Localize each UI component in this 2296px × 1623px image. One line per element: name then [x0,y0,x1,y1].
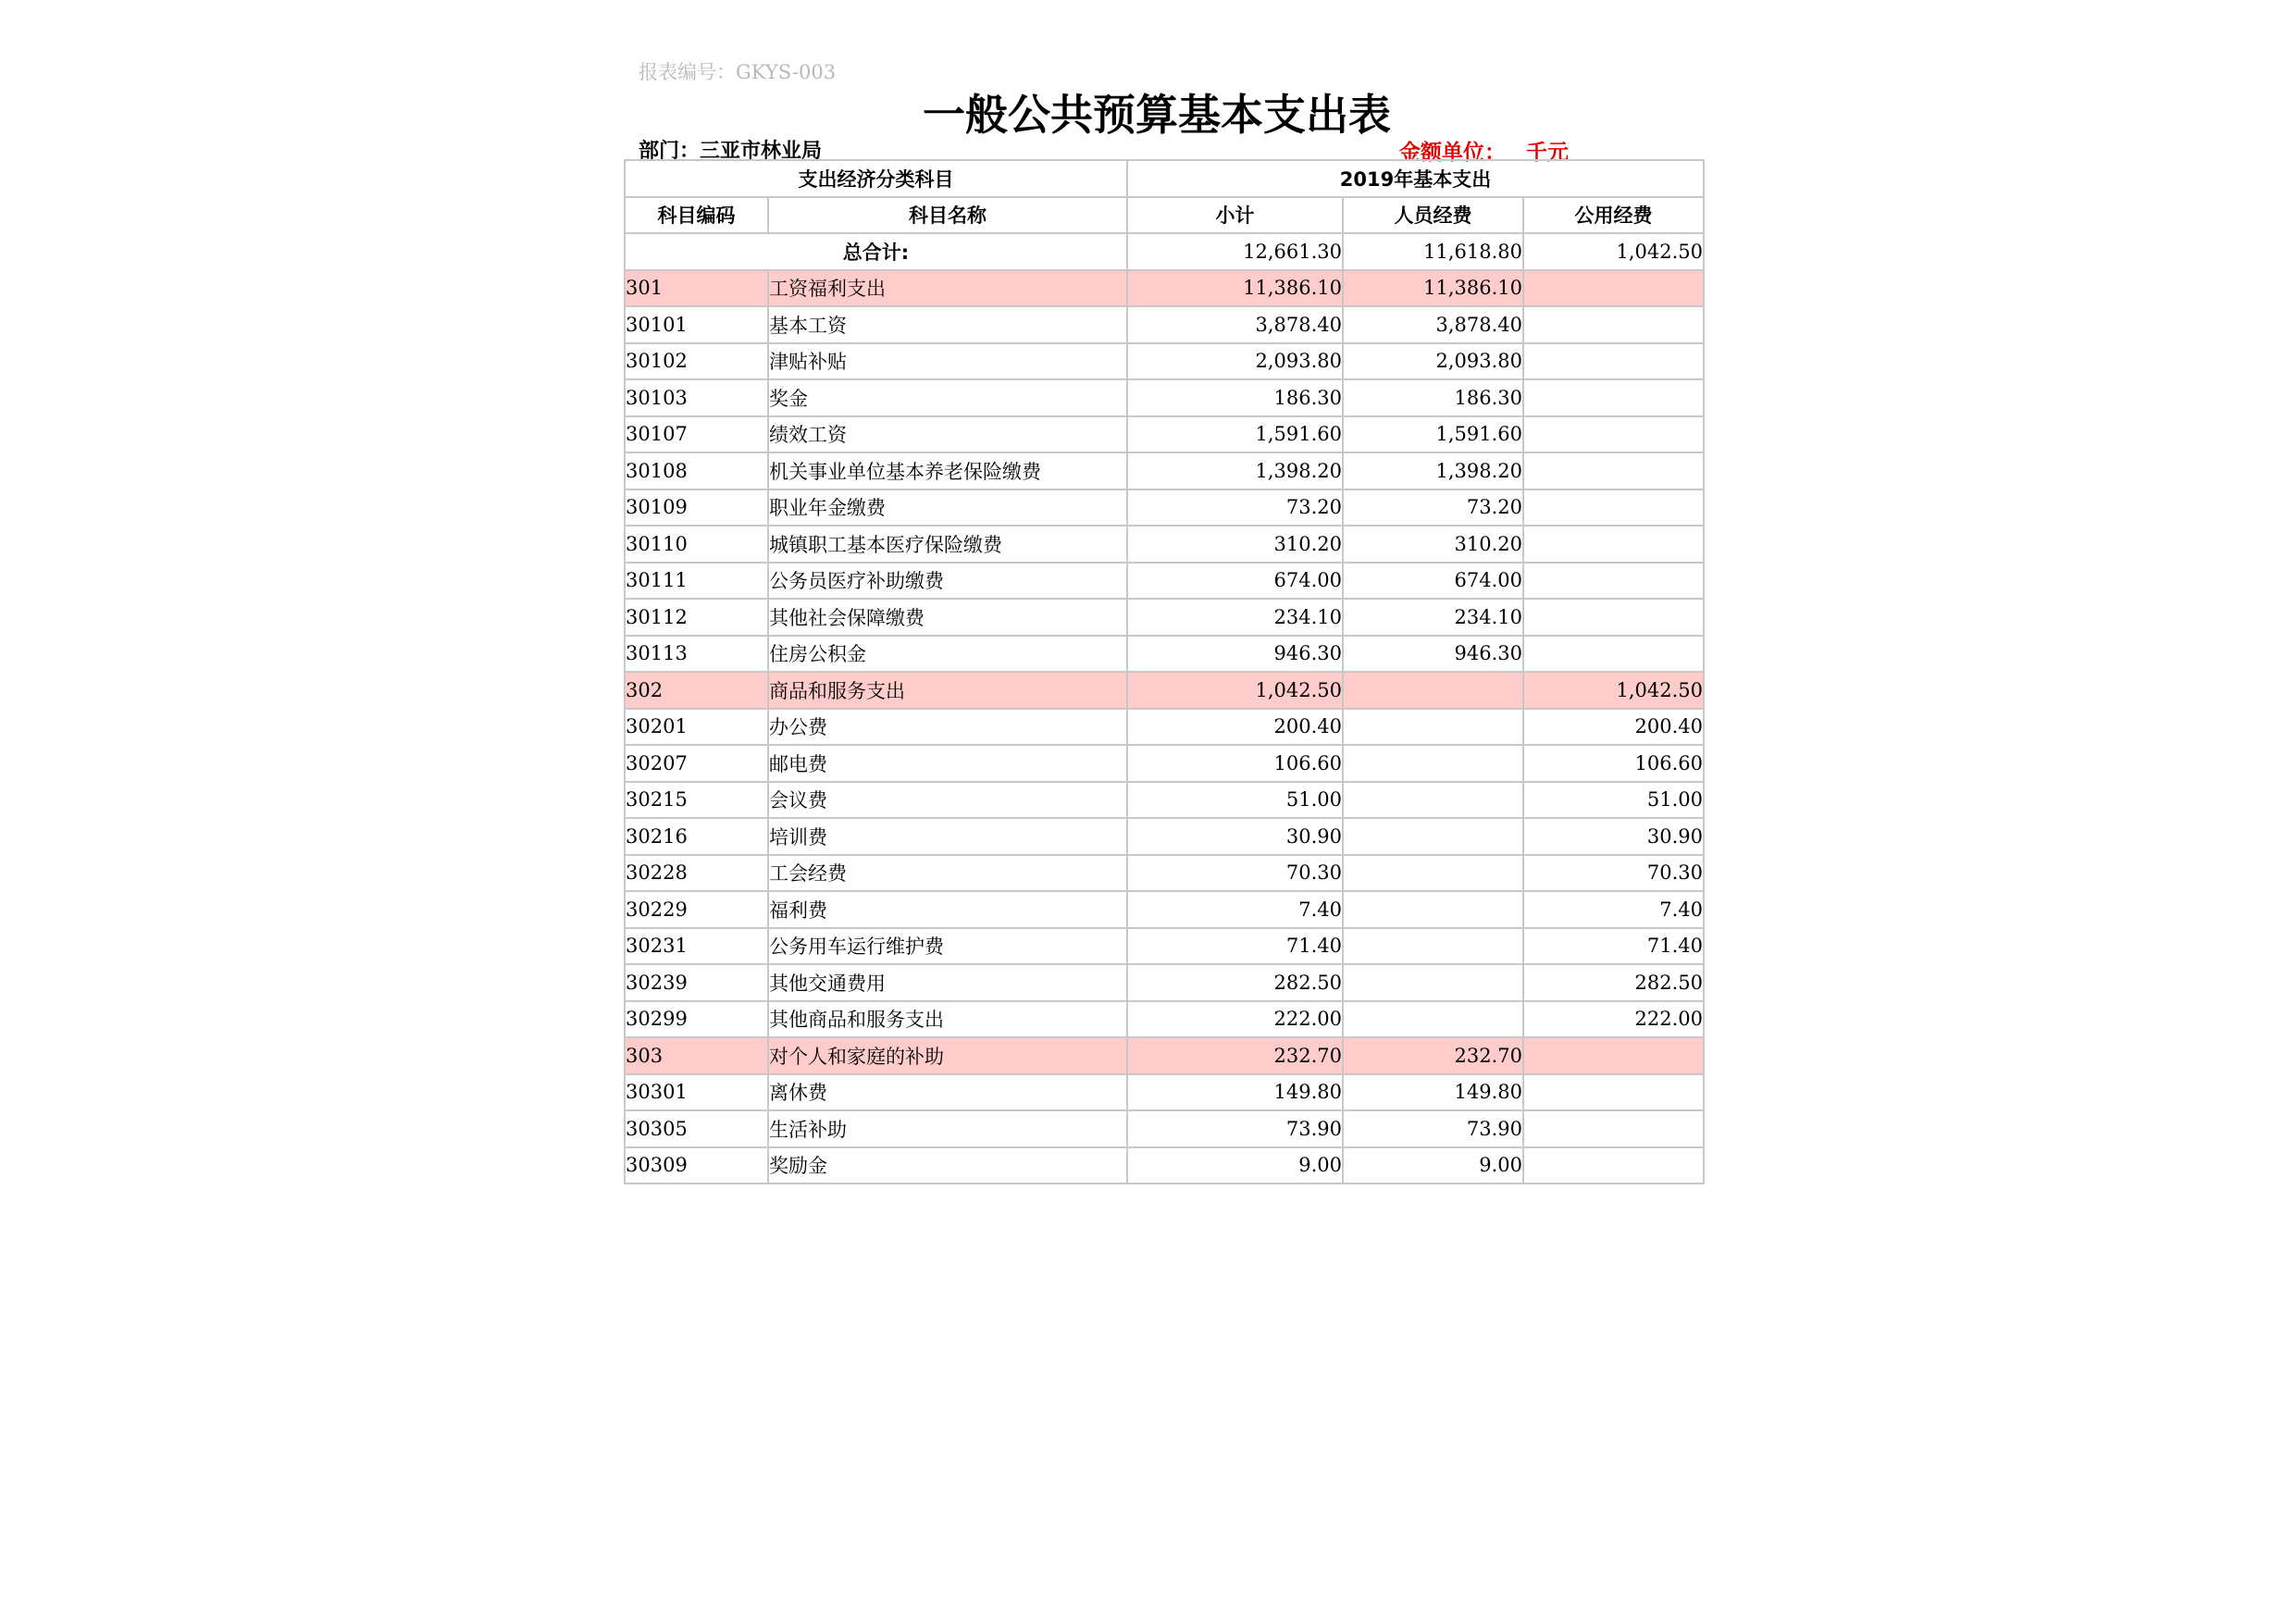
row-code: 30229 [625,891,768,928]
header-subtotal: 小计 [1127,197,1343,234]
row-personnel: 73.90 [1343,1110,1523,1147]
row-code: 30201 [625,709,768,746]
row-subtotal: 71.40 [1127,928,1343,965]
row-name: 离休费 [768,1074,1127,1111]
budget-table [624,159,1705,1184]
row-personnel: 73.20 [1343,489,1523,527]
row-subtotal: 9.00 [1127,1147,1343,1184]
row-personnel [1343,964,1523,1001]
table-row [625,306,1704,343]
row-personnel [1343,928,1523,965]
row-subtotal: 946.30 [1127,636,1343,673]
table-row [625,1001,1704,1038]
row-personnel [1343,745,1523,782]
row-name: 公务员医疗补助缴费 [768,563,1127,600]
row-name: 基本工资 [768,306,1127,343]
header-group-row [625,160,1704,197]
row-public: 1,042.50 [1523,672,1704,709]
row-name: 其他社会保障缴费 [768,599,1127,636]
row-public [1523,416,1704,453]
row-subtotal: 73.20 [1127,489,1343,527]
row-code: 30112 [625,599,768,636]
row-code: 30231 [625,928,768,965]
row-subtotal: 11,386.10 [1127,270,1343,307]
row-public [1523,1147,1704,1184]
row-code: 303 [625,1037,768,1074]
row-code: 30101 [625,306,768,343]
row-name: 工会经费 [768,855,1127,892]
row-personnel: 149.80 [1343,1074,1523,1111]
row-name: 城镇职工基本医疗保险缴费 [768,526,1127,563]
row-public: 106.60 [1523,745,1704,782]
row-subtotal: 310.20 [1127,526,1343,563]
row-personnel: 234.10 [1343,599,1523,636]
row-name: 对个人和家庭的补助 [768,1037,1127,1074]
row-subtotal: 73.90 [1127,1110,1343,1147]
row-public: 30.90 [1523,818,1704,855]
row-name: 机关事业单位基本养老保险缴费 [768,452,1127,489]
row-code: 30111 [625,563,768,600]
row-personnel [1343,672,1523,709]
row-code: 30228 [625,855,768,892]
row-public [1523,599,1704,636]
row-name: 办公费 [768,709,1127,746]
row-subtotal: 70.30 [1127,855,1343,892]
row-subtotal: 106.60 [1127,745,1343,782]
header-basic-expenditure-2019: 2019年基本支出 [1127,160,1704,197]
table-row [625,964,1704,1001]
row-name: 商品和服务支出 [768,672,1127,709]
row-name: 职业年金缴费 [768,489,1127,527]
row-code: 30299 [625,1001,768,1038]
row-subtotal: 7.40 [1127,891,1343,928]
total-public: 1,042.50 [1523,233,1704,270]
row-public [1523,270,1704,307]
row-personnel: 946.30 [1343,636,1523,673]
row-public [1523,1110,1704,1147]
row-public [1523,563,1704,600]
row-code: 30108 [625,452,768,489]
table-row [625,782,1704,819]
row-public: 70.30 [1523,855,1704,892]
row-personnel [1343,709,1523,746]
row-code: 30102 [625,343,768,380]
row-subtotal: 30.90 [1127,818,1343,855]
header-personnel: 人员经费 [1343,197,1523,234]
row-name: 福利费 [768,891,1127,928]
table-row [625,745,1704,782]
table-row [625,452,1704,489]
table-row [625,1147,1704,1184]
row-public: 51.00 [1523,782,1704,819]
category-row [625,672,1704,709]
row-public [1523,306,1704,343]
header-column-row [625,197,1704,234]
row-name: 其他商品和服务支出 [768,1001,1127,1038]
total-label: 总合计: [625,233,1127,270]
row-code: 30103 [625,379,768,416]
header-economic-classification: 支出经济分类科目 [625,160,1127,197]
row-name: 住房公积金 [768,636,1127,673]
row-public: 7.40 [1523,891,1704,928]
row-code: 30215 [625,782,768,819]
row-public [1523,1074,1704,1111]
row-name: 公务用车运行维护费 [768,928,1127,965]
row-code: 30110 [625,526,768,563]
row-personnel: 232.70 [1343,1037,1523,1074]
row-code: 30216 [625,818,768,855]
row-subtotal: 3,878.40 [1127,306,1343,343]
row-name: 绩效工资 [768,416,1127,453]
row-name: 津贴补贴 [768,343,1127,380]
row-subtotal: 51.00 [1127,782,1343,819]
row-personnel: 310.20 [1343,526,1523,563]
row-personnel [1343,782,1523,819]
category-row [625,270,1704,307]
table-row [625,563,1704,600]
header-name: 科目名称 [768,197,1127,234]
row-subtotal: 1,042.50 [1127,672,1343,709]
row-code: 301 [625,270,768,307]
table-row [625,709,1704,746]
row-subtotal: 200.40 [1127,709,1343,746]
row-personnel [1343,1001,1523,1038]
amount-unit-label: 金额单位： [1399,141,1506,165]
row-personnel: 1,398.20 [1343,452,1523,489]
page-title: 一般公共预算基本支出表 [923,90,1391,140]
row-personnel: 674.00 [1343,563,1523,600]
row-code: 30109 [625,489,768,527]
row-subtotal: 149.80 [1127,1074,1343,1111]
department-label: 部门：三亚市林业局 [639,140,823,163]
row-name: 其他交通费用 [768,964,1127,1001]
row-personnel: 186.30 [1343,379,1523,416]
table-row [625,891,1704,928]
total-subtotal: 12,661.30 [1127,233,1343,270]
row-code: 30207 [625,745,768,782]
row-subtotal: 232.70 [1127,1037,1343,1074]
row-code: 30107 [625,416,768,453]
row-name: 会议费 [768,782,1127,819]
category-row [625,1037,1704,1074]
table-row [625,526,1704,563]
row-subtotal: 1,398.20 [1127,452,1343,489]
row-personnel: 3,878.40 [1343,306,1523,343]
table-row [625,855,1704,892]
row-public [1523,526,1704,563]
row-code: 30309 [625,1147,768,1184]
row-code: 302 [625,672,768,709]
table-row [625,928,1704,965]
table-body [625,233,1704,1183]
row-name: 邮电费 [768,745,1127,782]
row-name: 培训费 [768,818,1127,855]
row-code: 30305 [625,1110,768,1147]
row-subtotal: 234.10 [1127,599,1343,636]
row-public [1523,452,1704,489]
row-public [1523,1037,1704,1074]
table-row [625,379,1704,416]
row-name: 奖金 [768,379,1127,416]
row-name: 生活补助 [768,1110,1127,1147]
table-row [625,489,1704,527]
row-personnel: 1,591.60 [1343,416,1523,453]
row-personnel [1343,818,1523,855]
table-row [625,1074,1704,1111]
row-public [1523,636,1704,673]
report-number: 报表编号：GKYS-003 [639,61,837,83]
row-public [1523,489,1704,527]
row-public: 282.50 [1523,964,1704,1001]
header-code: 科目编码 [625,197,768,234]
table-row [625,818,1704,855]
amount-unit-value: 千元 [1526,141,1569,165]
row-public [1523,343,1704,380]
row-subtotal: 186.30 [1127,379,1343,416]
table-row [625,343,1704,380]
row-personnel [1343,891,1523,928]
row-personnel [1343,855,1523,892]
row-personnel: 2,093.80 [1343,343,1523,380]
row-personnel: 11,386.10 [1343,270,1523,307]
table-row [625,599,1704,636]
row-personnel: 9.00 [1343,1147,1523,1184]
row-subtotal: 282.50 [1127,964,1343,1001]
row-subtotal: 2,093.80 [1127,343,1343,380]
row-name: 奖励金 [768,1147,1127,1184]
total-personnel: 11,618.80 [1343,233,1523,270]
row-code: 30113 [625,636,768,673]
table-row [625,416,1704,453]
row-public: 200.40 [1523,709,1704,746]
row-subtotal: 222.00 [1127,1001,1343,1038]
total-row [625,233,1704,270]
table-row [625,636,1704,673]
row-public: 71.40 [1523,928,1704,965]
row-code: 30239 [625,964,768,1001]
table-row [625,1110,1704,1147]
row-subtotal: 1,591.60 [1127,416,1343,453]
row-subtotal: 674.00 [1127,563,1343,600]
row-code: 30301 [625,1074,768,1111]
header-public: 公用经费 [1523,197,1704,234]
row-public [1523,379,1704,416]
row-name: 工资福利支出 [768,270,1127,307]
row-public: 222.00 [1523,1001,1704,1038]
